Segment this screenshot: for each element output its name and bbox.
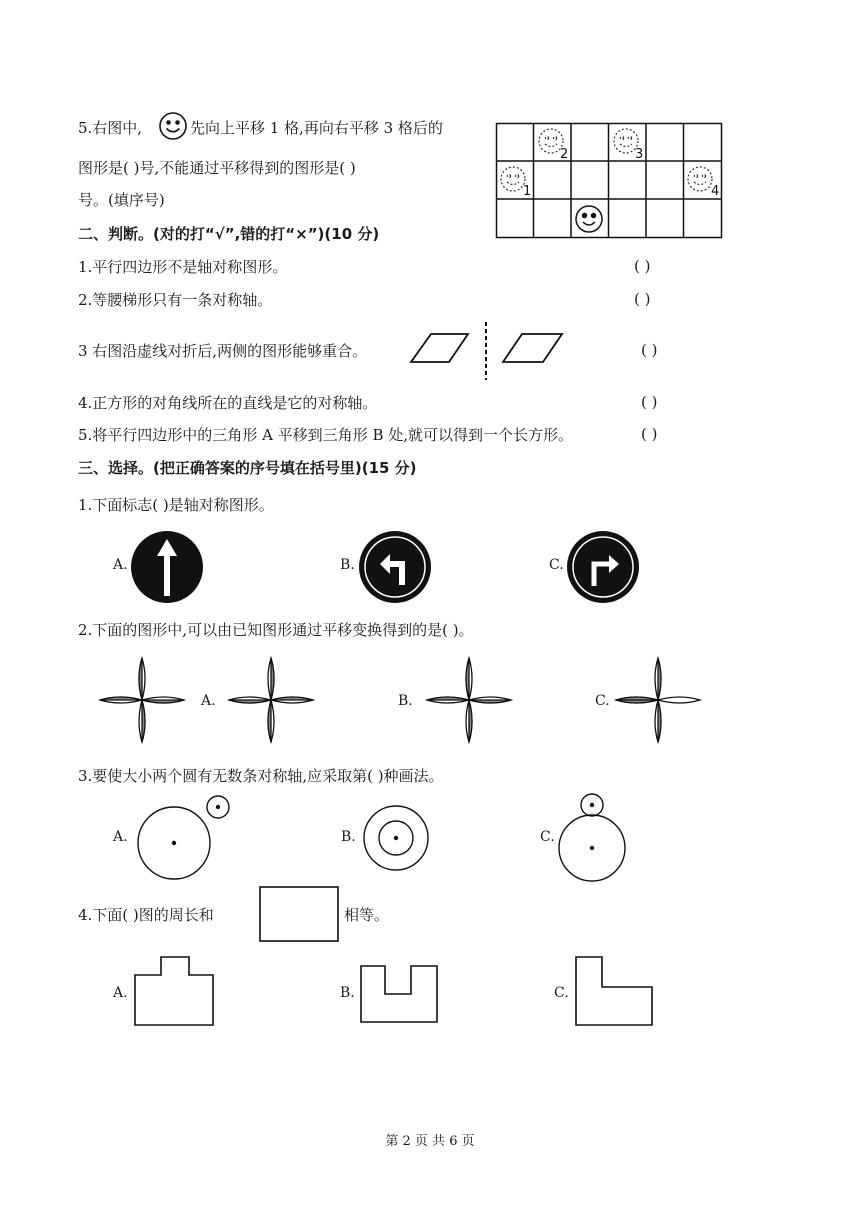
given-flower-figure <box>97 655 187 745</box>
shape-option-a[interactable] <box>133 955 215 1027</box>
fold-figure <box>405 320 585 382</box>
q3-option-a-label[interactable]: A. <box>113 829 128 845</box>
q5-line2: 图形是( )号,不能通过平移得到的图形是( ) <box>78 159 356 177</box>
choice-q2-text: 2.下面的图形中,可以由已知图形通过平移变换得到的是( )。 <box>78 621 474 639</box>
up-arrow-sign-icon[interactable] <box>130 530 204 604</box>
judge-item-5: 5.将平行四边形中的三角形 A 平移到三角形 B 处,就可以得到一个长方形。 <box>78 426 574 444</box>
q5-line3: 号。(填序号) <box>78 191 165 209</box>
flower-option-a[interactable] <box>226 655 316 745</box>
choice-q1-text: 1.下面标志( )是轴对称图形。 <box>78 496 274 514</box>
q1-option-b-label[interactable]: B. <box>340 557 355 573</box>
page-footer: 第 2 页 共 6 页 <box>385 1134 475 1149</box>
circles-option-c[interactable] <box>556 790 636 910</box>
smiley-icon <box>158 111 188 141</box>
q3-option-b-label[interactable]: B. <box>341 829 356 845</box>
choice-q4-text-after: 相等。 <box>344 906 390 924</box>
circles-option-a[interactable] <box>134 795 234 895</box>
choice-q3-text: 3.要使大小两个圆有无数条对称轴,应采取第( )种画法。 <box>78 767 444 785</box>
grid-label-4: 4 <box>711 184 720 199</box>
q1-option-a-label[interactable]: A. <box>113 557 128 573</box>
q2-option-a-label[interactable]: A. <box>201 693 216 709</box>
flower-option-c[interactable] <box>613 655 703 745</box>
shape-option-b[interactable] <box>359 964 441 1026</box>
shape-option-c[interactable] <box>574 955 656 1027</box>
turn-left-sign-icon[interactable] <box>358 530 432 604</box>
judge-item-4: 4.正方形的对角线所在的直线是它的对称轴。 <box>78 394 378 412</box>
judge-item-3: 3 右图沿虚线对折后,两侧的图形能够重合。 <box>78 342 368 360</box>
judge-item-1: 1.平行四边形不是轴对称图形。 <box>78 258 288 276</box>
q5-line1-before: 5.右图中, <box>78 119 143 137</box>
turn-right-sign-icon[interactable] <box>566 530 640 604</box>
q2-option-c-label[interactable]: C. <box>595 693 610 709</box>
flower-option-b[interactable] <box>424 655 514 745</box>
judge-item-2-answer[interactable]: ( ) <box>634 290 651 308</box>
grid-label-2: 2 <box>560 147 569 162</box>
q4-option-c-label[interactable]: C. <box>554 985 569 1001</box>
q5-line1-after: 先向上平移 1 格,再向右平移 3 格后的 <box>190 119 443 137</box>
judge-item-1-answer[interactable]: ( ) <box>634 257 651 275</box>
judge-item-5-answer[interactable]: ( ) <box>641 425 658 443</box>
judge-item-2: 2.等腰梯形只有一条对称轴。 <box>78 291 273 309</box>
reference-rectangle <box>259 886 341 944</box>
solid-smiley <box>576 206 602 232</box>
q4-option-b-label[interactable]: B. <box>340 985 355 1001</box>
dashed-smiley-4 <box>688 167 712 191</box>
q3-option-c-label[interactable]: C. <box>540 829 555 845</box>
grid-label-3: 3 <box>635 147 644 162</box>
q2-option-b-label[interactable]: B. <box>398 693 413 709</box>
q4-option-a-label[interactable]: A. <box>113 985 128 1001</box>
judge-item-3-answer[interactable]: ( ) <box>641 341 658 359</box>
circles-option-b[interactable] <box>358 802 438 882</box>
dashed-smiley-1 <box>501 167 525 191</box>
q1-option-c-label[interactable]: C. <box>549 557 564 573</box>
section3-heading: 三、选择。(把正确答案的序号填在括号里)(15 分) <box>78 459 417 477</box>
translation-grid <box>496 123 726 241</box>
choice-q4-text-before: 4.下面( )图的周长和 <box>78 906 214 924</box>
judge-item-4-answer[interactable]: ( ) <box>641 393 658 411</box>
grid-label-1: 1 <box>523 184 532 199</box>
section2-heading: 二、判断。(对的打“√”,错的打“×”)(10 分) <box>78 225 380 243</box>
